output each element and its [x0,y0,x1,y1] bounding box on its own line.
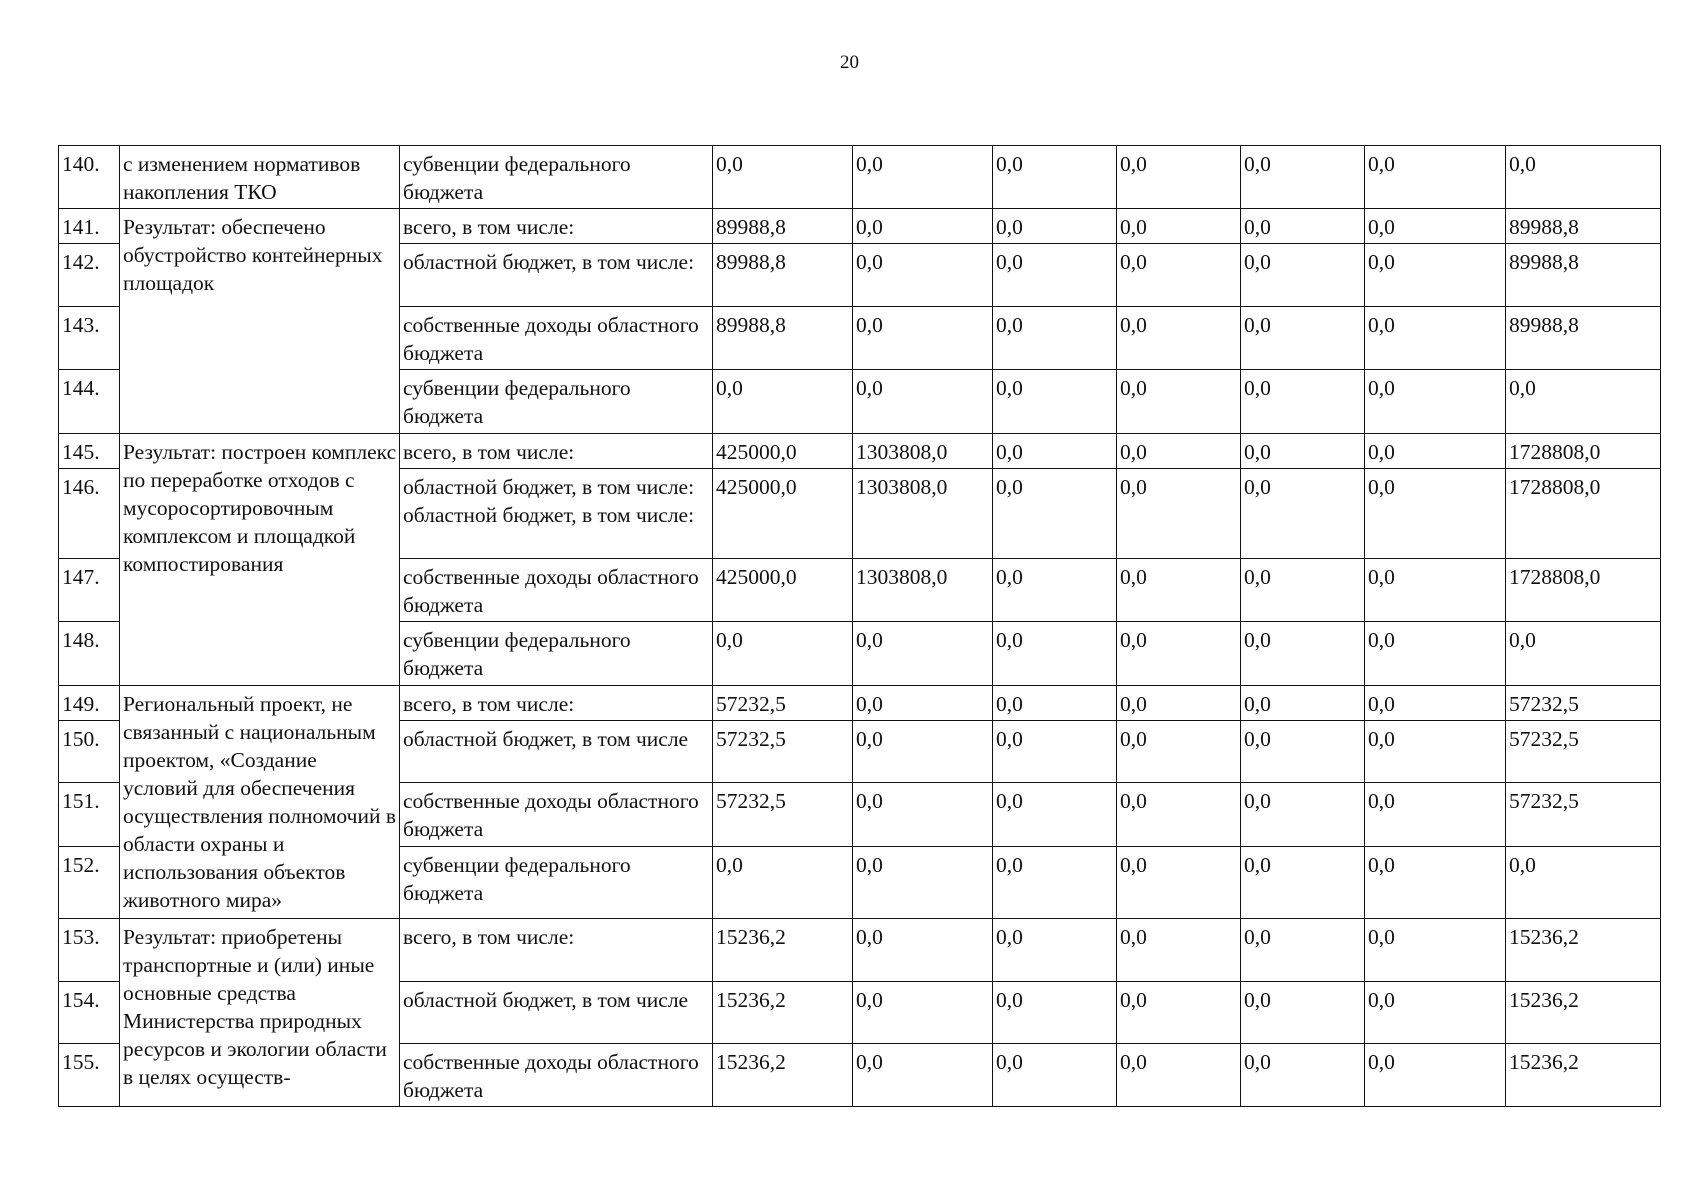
year-value: 1303808,0 [853,434,993,469]
year-value: 0,0 [1365,1044,1506,1107]
funding-source: субвенции федерального бюджета [400,146,713,209]
total-value: 1728808,0 [1506,469,1661,559]
year-value: 0,0 [1241,307,1365,370]
year-value: 0,0 [993,686,1117,721]
year-value: 0,0 [853,982,993,1044]
page-number: 20 [840,52,859,73]
year-value: 0,0 [1117,244,1241,307]
year-value: 0,0 [1117,982,1241,1044]
year-value: 0,0 [1117,559,1241,622]
funding-source: собственные доходы областного бюджета [400,1044,713,1107]
row-number: 144. [59,370,120,434]
row-number: 149. [59,686,120,721]
item-description: Региональный проект, не связанный с национальным проектом, «Создание условий для обеспечения осуществления полномочий в области охраны и использования объектов животного мира» [120,686,400,919]
total-value: 57232,5 [1506,686,1661,721]
total-value: 15236,2 [1506,1044,1661,1107]
funding-source: областной бюджет, в том числе [400,721,713,783]
year-value: 0,0 [1241,434,1365,469]
total-value: 57232,5 [1506,783,1661,847]
year-value: 0,0 [1241,919,1365,982]
year-value: 0,0 [1117,622,1241,686]
year-value: 0,0 [993,622,1117,686]
table-row [59,209,1661,244]
funding-source: субвенции федерального бюджета [400,847,713,919]
year-value: 0,0 [1241,559,1365,622]
year-value: 0,0 [993,919,1117,982]
funding-source: областной бюджет, в том числе: [400,244,713,307]
year-value: 1303808,0 [853,559,993,622]
year-value: 0,0 [853,146,993,209]
row-number: 147. [59,559,120,622]
year-value: 0,0 [713,370,853,434]
year-value: 0,0 [713,847,853,919]
item-description: Результат: построен комплекс по переработке отходов с мусоросортировочным комплексом и площадкой компостирования [120,434,400,686]
funding-source: областной бюджет, в том числе [400,982,713,1044]
year-value: 0,0 [1117,686,1241,721]
table-row [59,919,1661,982]
year-value: 0,0 [1117,370,1241,434]
year-value: 0,0 [1117,209,1241,244]
year-value: 0,0 [1241,146,1365,209]
year-value: 89988,8 [713,307,853,370]
row-number: 154. [59,982,120,1044]
year-value: 0,0 [1365,783,1506,847]
year-value: 0,0 [853,370,993,434]
year-value: 0,0 [1365,370,1506,434]
year-value: 0,0 [853,919,993,982]
year-value: 0,0 [993,1044,1117,1107]
year-value: 0,0 [993,847,1117,919]
year-value: 0,0 [853,721,993,783]
year-value: 0,0 [853,847,993,919]
total-value: 15236,2 [1506,982,1661,1044]
year-value: 0,0 [1365,686,1506,721]
year-value: 0,0 [853,307,993,370]
year-value: 1303808,0 [853,469,993,559]
year-value: 15236,2 [713,1044,853,1107]
year-value: 0,0 [1365,847,1506,919]
item-description: Результат: обеспечено обустройство контейнерных площадок [120,209,400,434]
year-value: 15236,2 [713,919,853,982]
row-number: 151. [59,783,120,847]
row-number: 146. [59,469,120,559]
row-number: 153. [59,919,120,982]
year-value: 0,0 [1365,919,1506,982]
row-number: 148. [59,622,120,686]
total-value: 1728808,0 [1506,559,1661,622]
row-number: 142. [59,244,120,307]
table-row [59,146,1661,209]
year-value: 0,0 [993,146,1117,209]
year-value: 15236,2 [713,982,853,1044]
year-value: 0,0 [993,370,1117,434]
total-value: 57232,5 [1506,721,1661,783]
total-value: 15236,2 [1506,919,1661,982]
total-value: 0,0 [1506,146,1661,209]
item-description: Результат: приобретены транспортные и (или) иные основные средства Министерства природных ресурсов и экологии области в целях осуществ- [120,919,400,1107]
row-number: 150. [59,721,120,783]
year-value: 57232,5 [713,783,853,847]
year-value: 0,0 [1365,434,1506,469]
year-value: 0,0 [1365,307,1506,370]
total-value: 89988,8 [1506,244,1661,307]
year-value: 0,0 [1117,919,1241,982]
year-value: 0,0 [1365,982,1506,1044]
total-value: 0,0 [1506,370,1661,434]
year-value: 0,0 [1241,1044,1365,1107]
total-value: 89988,8 [1506,209,1661,244]
row-number: 152. [59,847,120,919]
year-value: 0,0 [993,559,1117,622]
year-value: 0,0 [993,982,1117,1044]
year-value: 0,0 [1365,209,1506,244]
year-value: 0,0 [993,434,1117,469]
year-value: 0,0 [993,244,1117,307]
table-row [59,686,1661,721]
total-value: 1728808,0 [1506,434,1661,469]
funding-source: субвенции федерального бюджета [400,622,713,686]
year-value: 0,0 [1241,244,1365,307]
year-value: 0,0 [1117,307,1241,370]
year-value: 0,0 [1241,721,1365,783]
row-number: 145. [59,434,120,469]
year-value: 0,0 [853,244,993,307]
year-value: 0,0 [1117,469,1241,559]
total-value: 0,0 [1506,622,1661,686]
year-value: 425000,0 [713,469,853,559]
year-value: 0,0 [853,783,993,847]
funding-source: собственные доходы областного бюджета [400,307,713,370]
year-value: 0,0 [1241,469,1365,559]
year-value: 0,0 [1117,434,1241,469]
year-value: 0,0 [1241,622,1365,686]
year-value: 425000,0 [713,559,853,622]
budget-table [58,145,1661,1107]
funding-source: собственные доходы областного бюджета [400,559,713,622]
year-value: 0,0 [1241,209,1365,244]
total-value: 89988,8 [1506,307,1661,370]
year-value: 0,0 [993,469,1117,559]
funding-source: всего, в том числе: [400,919,713,982]
year-value: 0,0 [1241,982,1365,1044]
year-value: 57232,5 [713,721,853,783]
year-value: 0,0 [993,209,1117,244]
year-value: 0,0 [713,622,853,686]
year-value: 0,0 [1241,370,1365,434]
year-value: 0,0 [1365,721,1506,783]
year-value: 0,0 [1241,783,1365,847]
row-number: 141. [59,209,120,244]
year-value: 89988,8 [713,209,853,244]
year-value: 0,0 [1117,783,1241,847]
year-value: 0,0 [853,622,993,686]
funding-source: собственные доходы областного бюджета [400,783,713,847]
year-value: 0,0 [1365,146,1506,209]
year-value: 0,0 [993,783,1117,847]
year-value: 0,0 [1365,559,1506,622]
item-description: с изменением нормативов накопления ТКО [120,146,400,209]
year-value: 0,0 [1241,686,1365,721]
funding-source: субвенции федерального бюджета [400,370,713,434]
year-value: 0,0 [1365,469,1506,559]
row-number: 140. [59,146,120,209]
funding-source: всего, в том числе: [400,209,713,244]
row-number: 143. [59,307,120,370]
year-value: 425000,0 [713,434,853,469]
year-value: 0,0 [993,721,1117,783]
year-value: 0,0 [1365,622,1506,686]
year-value: 0,0 [1365,244,1506,307]
year-value: 0,0 [853,209,993,244]
year-value: 89988,8 [713,244,853,307]
row-number: 155. [59,1044,120,1107]
funding-source: всего, в том числе: [400,686,713,721]
year-value: 0,0 [713,146,853,209]
year-value: 0,0 [1117,1044,1241,1107]
table-row [59,434,1661,469]
year-value: 0,0 [993,307,1117,370]
year-value: 0,0 [1117,847,1241,919]
total-value: 0,0 [1506,847,1661,919]
year-value: 57232,5 [713,686,853,721]
year-value: 0,0 [853,686,993,721]
year-value: 0,0 [1117,146,1241,209]
funding-source: всего, в том числе: [400,434,713,469]
funding-source: областной бюджет, в том числе: областной бюджет, в том числе: [400,469,713,559]
year-value: 0,0 [1241,847,1365,919]
year-value: 0,0 [1117,721,1241,783]
year-value: 0,0 [853,1044,993,1107]
